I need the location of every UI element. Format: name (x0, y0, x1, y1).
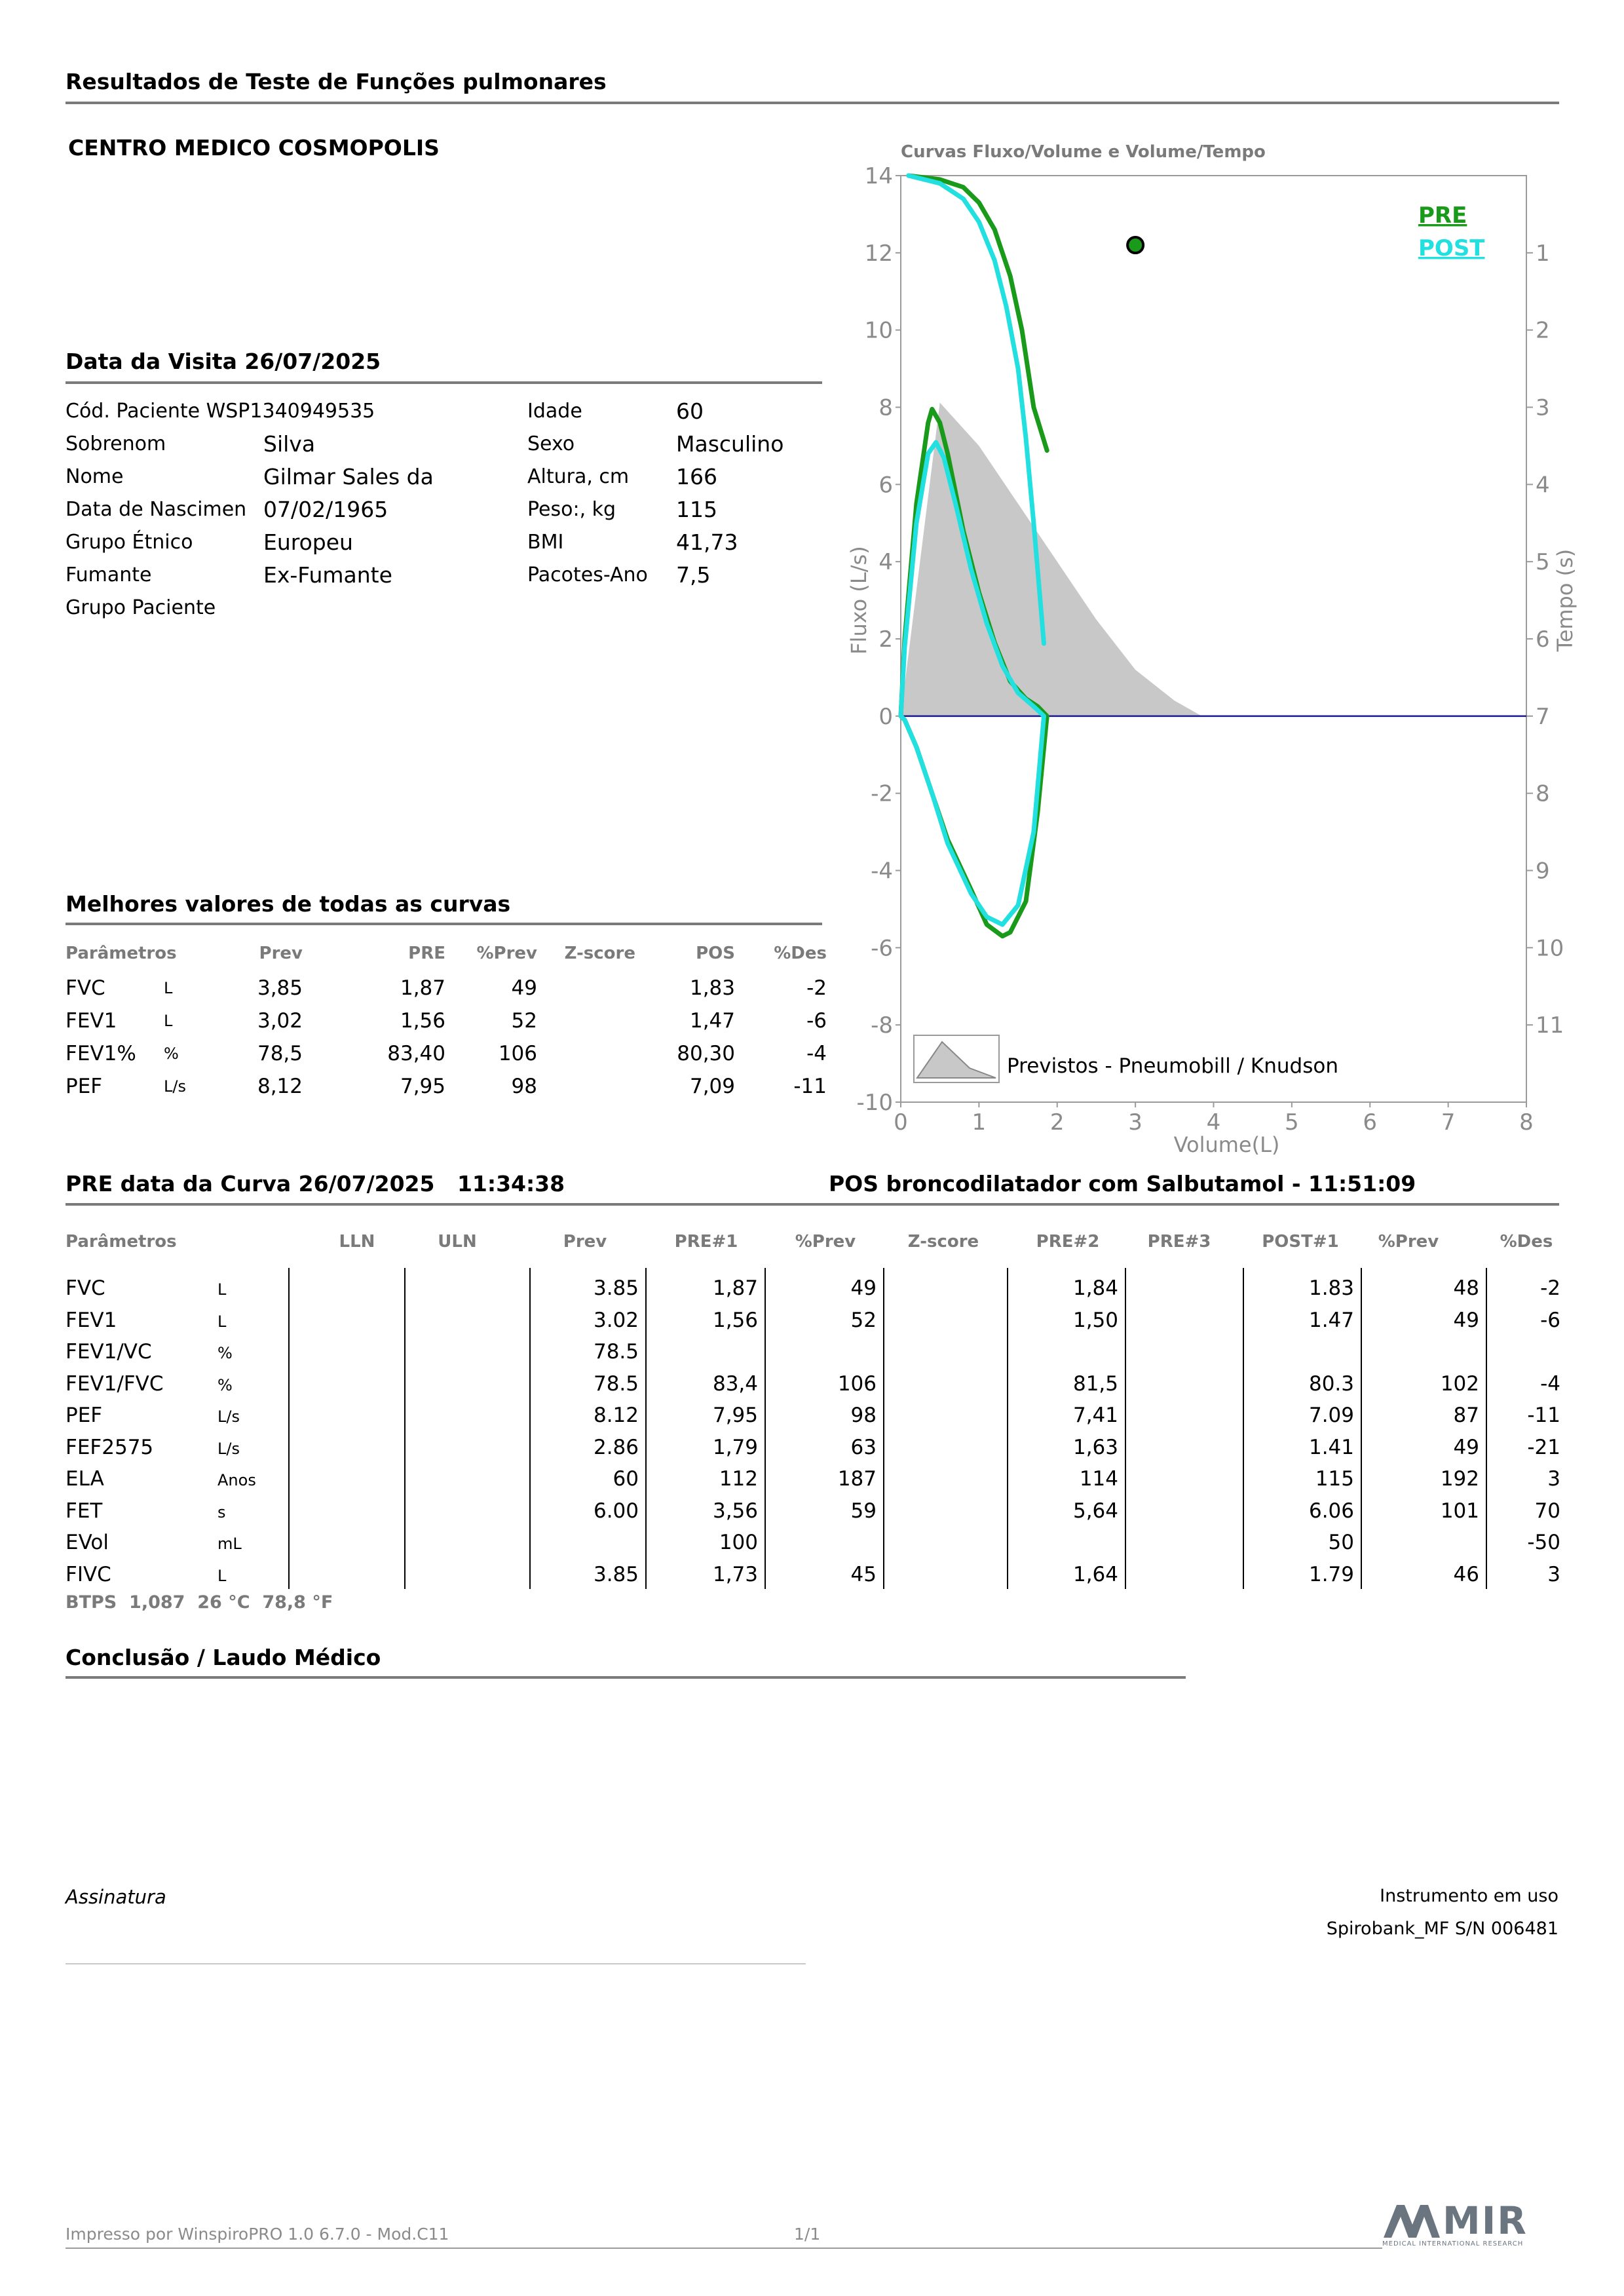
patient-field-label: Peso:, kg (527, 498, 616, 521)
table-header: Parâmetros (66, 944, 177, 963)
chart-title: Curvas Fluxo/Volume e Volume/Tempo (901, 142, 1266, 162)
curve-value: 1,87 (712, 1276, 758, 1300)
best-value: -11 (793, 1075, 827, 1098)
conclusion-divider (66, 1676, 1186, 1679)
curve-value: 1.47 (1308, 1308, 1354, 1332)
patient-field-label: Sexo (527, 432, 575, 455)
curve-value: 1.79 (1308, 1562, 1354, 1586)
table-header: Prev (259, 944, 303, 963)
mir-logo-text: MIR (1443, 2198, 1528, 2243)
curve-value: 6.00 (593, 1499, 639, 1523)
best-value: 49 (511, 976, 537, 1000)
curve-value: 50 (1328, 1531, 1354, 1554)
best-values-divider (66, 923, 822, 925)
curve-value: 101 (1440, 1499, 1479, 1523)
patient-field-label: Data de Nascimen (66, 498, 247, 521)
best-value: 106 (498, 1042, 537, 1065)
table-header: %Des (1500, 1232, 1553, 1252)
y-tick-label: 14 (864, 163, 893, 189)
curve-value: 81,5 (1072, 1371, 1118, 1396)
y2-tick-label: 10 (1536, 935, 1564, 962)
curve-unit: L (217, 1566, 227, 1585)
curve-value: 49 (850, 1276, 877, 1300)
y-tick-label: -2 (871, 780, 893, 807)
curve-value: 78.5 (593, 1371, 639, 1396)
x-tick-label: 8 (1519, 1109, 1534, 1136)
curve-value: 3 (1547, 1562, 1560, 1586)
y2-tick-label: 7 (1536, 703, 1550, 730)
x-axis-label: Volume(L) (1173, 1132, 1280, 1157)
curve-unit: L (217, 1280, 227, 1299)
table-header: ULN (438, 1232, 477, 1252)
y-tick-label: 12 (864, 240, 893, 267)
y2-tick-label: 1 (1536, 240, 1550, 267)
best-value: -4 (806, 1042, 827, 1065)
patient-field-label: Grupo Paciente (66, 596, 216, 619)
x-tick-label: 3 (1128, 1109, 1142, 1136)
best-param: PEF (66, 1075, 103, 1098)
patient-field-value: 115 (676, 497, 717, 522)
curve-param: FVC (66, 1276, 105, 1300)
table-header: PRE#2 (1036, 1232, 1100, 1252)
y2-tick-label: 8 (1536, 780, 1550, 807)
table-column-divider (404, 1268, 406, 1589)
best-value: 78,5 (257, 1042, 303, 1065)
curve-value: 48 (1453, 1276, 1479, 1300)
curve-value: 192 (1440, 1467, 1479, 1491)
x-tick-label: 7 (1441, 1109, 1456, 1136)
curve-value: -21 (1527, 1435, 1560, 1459)
y2-tick-label: 4 (1536, 472, 1550, 499)
table-header: %Prev (1378, 1232, 1439, 1252)
curve-value: 187 (837, 1467, 877, 1491)
y2-tick-label: 2 (1536, 317, 1550, 344)
patient-field-value: Ex-Fumante (263, 562, 392, 588)
table-header: POST#1 (1262, 1232, 1339, 1252)
curve-divider (66, 1203, 1559, 1206)
curve-unit: L (217, 1312, 227, 1331)
curve-value: 102 (1440, 1371, 1479, 1396)
best-value: 1,87 (400, 976, 445, 1000)
x-tick-label: 1 (972, 1109, 987, 1136)
x-tick-label: 4 (1206, 1109, 1221, 1136)
table-header: %Prev (795, 1232, 856, 1252)
best-param: FVC (66, 976, 105, 1000)
curve-value: 3,56 (712, 1499, 758, 1523)
curve-value: -50 (1527, 1531, 1560, 1554)
curve-value: 80.3 (1308, 1371, 1354, 1396)
table-column-divider (1125, 1268, 1126, 1589)
best-value: 3,02 (257, 1009, 303, 1033)
best-value: 1,83 (689, 976, 735, 1000)
y-tick-label: -4 (871, 858, 893, 885)
best-value: 7,09 (689, 1075, 735, 1098)
curve-value: 87 (1453, 1404, 1479, 1427)
patient-field-label: Idade (527, 400, 582, 423)
page-number: 1/1 (794, 2225, 821, 2244)
flow-volume-chart (825, 131, 1579, 1166)
signature-label: Assinatura (66, 1886, 166, 1908)
curve-value: 1,73 (712, 1562, 758, 1586)
curve-unit: % (217, 1375, 233, 1394)
curve-value: 1.41 (1308, 1435, 1354, 1459)
table-header: Z-score (564, 944, 635, 963)
curve-value: 7.09 (1308, 1404, 1354, 1427)
conclusion-heading: Conclusão / Laudo Médico (66, 1645, 381, 1670)
title-divider (66, 102, 1559, 104)
curve-value: 83,4 (712, 1371, 758, 1396)
best-unit: L (164, 979, 173, 997)
y-tick-label: -8 (871, 1012, 893, 1039)
y-tick-label: 0 (878, 703, 893, 730)
curve-value: 112 (719, 1467, 758, 1491)
mir-logo (1382, 2198, 1559, 2251)
curve-param: FEV1/VC (66, 1340, 152, 1364)
curve-param: FIVC (66, 1562, 111, 1586)
y-axis-label: Fluxo (L/s) (846, 546, 871, 655)
curve-value: 5,64 (1072, 1499, 1118, 1523)
predicted-legend-label: Previstos - Pneumobill / Knudson (1007, 1054, 1338, 1078)
curve-value: 78.5 (593, 1340, 639, 1364)
y-tick-label: -6 (871, 935, 893, 962)
test-marker (1127, 237, 1143, 253)
curve-value: 3.85 (593, 1276, 639, 1300)
curve-value: -11 (1527, 1404, 1560, 1427)
curve-value: -6 (1540, 1308, 1560, 1332)
patient-field-label: Pacotes-Ano (527, 564, 648, 586)
y2-tick-label: 9 (1536, 858, 1550, 885)
patient-field-label: BMI (527, 531, 564, 554)
table-header: PRE#3 (1147, 1232, 1211, 1252)
y-tick-label: 10 (864, 317, 893, 344)
curve-value: 6.06 (1308, 1499, 1354, 1523)
table-column-divider (765, 1268, 766, 1589)
curve-unit: % (217, 1344, 233, 1362)
patient-field-value: 60 (676, 398, 704, 424)
best-value: 98 (511, 1075, 537, 1098)
table-column-divider (883, 1268, 884, 1589)
table-header: Prev (563, 1232, 607, 1252)
curve-value: 3.02 (593, 1308, 639, 1332)
y2-tick-label: 6 (1536, 626, 1550, 653)
curve-param: EVol (66, 1531, 109, 1554)
y-tick-label: 2 (878, 626, 893, 653)
legend-pre: PRE (1418, 202, 1467, 229)
curve-param: FEV1 (66, 1308, 117, 1332)
y-tick-label: 4 (878, 549, 893, 576)
patient-field-value: 7,5 (676, 562, 711, 588)
x-tick-label: 5 (1285, 1109, 1299, 1136)
best-value: -6 (806, 1009, 827, 1033)
table-header: %Prev (476, 944, 537, 963)
table-header: LLN (339, 1232, 375, 1252)
patient-field-label: Grupo Étnico (66, 531, 193, 554)
y2-tick-label: 3 (1536, 394, 1550, 421)
curve-value: 3.85 (593, 1562, 639, 1586)
printed-by: Impresso por WinspiroPRO 1.0 6.7.0 - Mod.C11 (66, 2225, 449, 2244)
patient-field-value: Gilmar Sales da (263, 464, 434, 489)
curve-value: 3 (1547, 1467, 1560, 1491)
curve-value: 60 (613, 1467, 639, 1491)
table-column-divider (529, 1268, 531, 1589)
curve-param: FEV1/FVC (66, 1371, 164, 1396)
best-value: -2 (806, 976, 827, 1000)
curve-value: 45 (850, 1562, 877, 1586)
curve-value: 70 (1534, 1499, 1560, 1523)
table-column-divider (1243, 1268, 1244, 1589)
patient-field-value: Masculino (676, 431, 784, 457)
y2-tick-label: 5 (1536, 549, 1550, 576)
curve-value: 7,95 (712, 1404, 758, 1427)
curve-value: 106 (837, 1371, 877, 1396)
patient-field-value: Europeu (263, 529, 353, 555)
curve-value: 1.83 (1308, 1276, 1354, 1300)
curve-unit: s (217, 1502, 226, 1521)
best-value: 1,56 (400, 1009, 445, 1033)
curve-value: 63 (850, 1435, 877, 1459)
signature-line (66, 1963, 806, 1964)
y-tick-label: 6 (878, 472, 893, 499)
curve-param: FET (66, 1499, 103, 1523)
table-column-divider (1361, 1268, 1362, 1589)
curve-value: 59 (850, 1499, 877, 1523)
patient-field-value: 07/02/1965 (263, 497, 388, 522)
curve-value: -4 (1540, 1371, 1560, 1396)
curve-unit: L/s (217, 1439, 240, 1458)
best-value: 80,30 (677, 1042, 735, 1065)
patient-field-value: 166 (676, 464, 717, 489)
curve-value: 1,63 (1072, 1435, 1118, 1459)
visit-divider (66, 381, 822, 384)
patient-field-label: Cód. Paciente WSP1340949535 (66, 400, 375, 423)
best-value: 8,12 (257, 1075, 303, 1098)
best-unit: L/s (164, 1077, 186, 1096)
footer-line (66, 2248, 1382, 2249)
best-param: FEV1 (66, 1009, 117, 1033)
best-value: 7,95 (400, 1075, 445, 1098)
center-name: CENTRO MEDICO COSMOPOLIS (68, 135, 440, 161)
curve-value: -2 (1540, 1276, 1560, 1300)
table-column-divider (288, 1268, 290, 1589)
table-column-divider (1007, 1268, 1008, 1589)
curve-param: FEF2575 (66, 1435, 154, 1459)
curve-value: 115 (1315, 1467, 1354, 1491)
curve-value: 1,64 (1072, 1562, 1118, 1586)
curve-value: 114 (1079, 1467, 1118, 1491)
best-value: 52 (511, 1009, 537, 1033)
table-column-divider (645, 1268, 647, 1589)
best-unit: L (164, 1012, 173, 1030)
mir-logo-subtitle: MEDICAL INTERNATIONAL RESEARCH (1382, 2240, 1524, 2248)
instrument-label: Instrumento em uso (1380, 1886, 1558, 1906)
pre-curve-heading: PRE data da Curva 26/07/2025 11:34:38 (66, 1171, 565, 1196)
curve-value: 98 (850, 1404, 877, 1427)
curve-value: 8.12 (593, 1404, 639, 1427)
curve-value: 1,79 (712, 1435, 758, 1459)
curve-value: 1,56 (712, 1308, 758, 1332)
best-param: FEV1% (66, 1042, 136, 1065)
y-tick-label: 8 (878, 394, 893, 421)
curve-value: 49 (1453, 1308, 1479, 1332)
curve-unit: Anos (217, 1471, 256, 1489)
best-unit: % (164, 1044, 179, 1063)
curve-value: 52 (850, 1308, 877, 1332)
table-header: PRE#1 (674, 1232, 738, 1252)
curve-value: 46 (1453, 1562, 1479, 1586)
patient-field-value: Silva (263, 431, 316, 457)
curve-value: 1,84 (1072, 1276, 1118, 1300)
patient-field-label: Fumante (66, 564, 152, 586)
legend-post: POST (1418, 235, 1485, 261)
btps-info: BTPS 1,087 26 °C 78,8 °F (66, 1592, 333, 1613)
pos-curve-heading: POS broncodilatador com Salbutamol - 11:51:09 (829, 1171, 1416, 1196)
report-title: Resultados de Teste de Funções pulmonares (66, 69, 607, 94)
x-tick-label: 0 (894, 1109, 908, 1136)
patient-field-label: Sobrenom (66, 432, 166, 455)
curve-unit: L/s (217, 1407, 240, 1426)
patient-field-label: Altura, cm (527, 465, 630, 488)
table-header: %Des (774, 944, 827, 963)
table-header: PRE (408, 944, 445, 963)
y2-tick-label: 11 (1536, 1012, 1564, 1039)
curve-param: PEF (66, 1404, 103, 1427)
x-tick-label: 2 (1049, 1109, 1065, 1136)
instrument-serial: Spirobank_MF S/N 006481 (1326, 1919, 1558, 1939)
curve-value: 7,41 (1072, 1404, 1118, 1427)
table-header: Z-score (907, 1232, 979, 1252)
patient-field-value: 41,73 (676, 529, 738, 555)
best-value: 1,47 (689, 1009, 735, 1033)
curve-value: 2.86 (593, 1435, 639, 1459)
curve-value: 1,50 (1072, 1308, 1118, 1332)
visit-heading: Data da Visita 26/07/2025 (66, 349, 381, 374)
curve-value: 100 (719, 1531, 758, 1554)
best-value: 83,40 (387, 1042, 445, 1065)
mir-logo-icon (1382, 2202, 1441, 2239)
best-values-heading: Melhores valores de todas as curvas (66, 891, 511, 917)
curve-param: ELA (66, 1467, 104, 1491)
table-header: POS (696, 944, 735, 963)
curve-value: 49 (1453, 1435, 1479, 1459)
best-value: 3,85 (257, 976, 303, 1000)
table-column-divider (1486, 1268, 1487, 1589)
curve-unit: mL (217, 1535, 242, 1553)
y-tick-label: -10 (856, 1090, 893, 1116)
patient-field-label: Nome (66, 465, 124, 488)
table-header: Parâmetros (66, 1232, 177, 1252)
y2-axis-label: Tempo (s) (1553, 548, 1577, 652)
x-tick-label: 6 (1363, 1109, 1378, 1136)
